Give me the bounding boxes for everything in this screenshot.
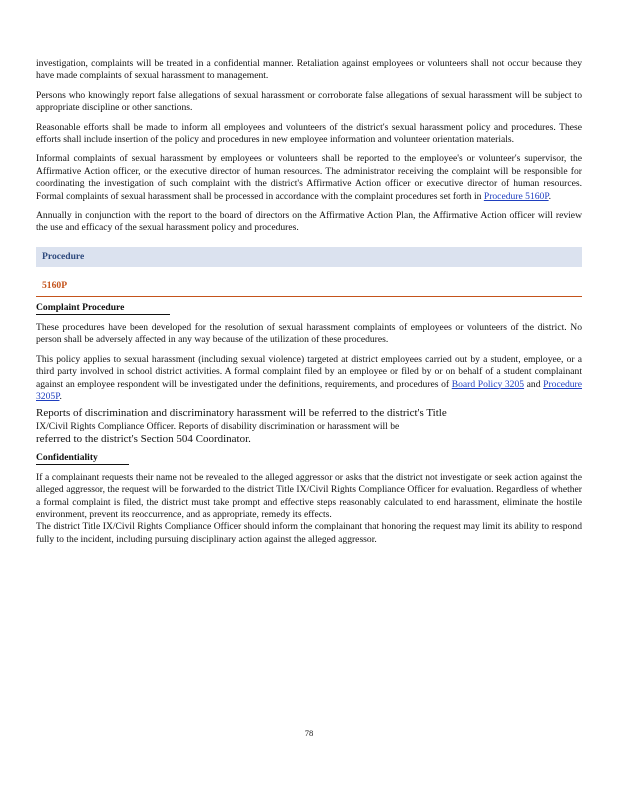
- confidentiality-heading: Confidentiality: [36, 452, 129, 465]
- paragraph-informal-complaints: [36, 153, 582, 203]
- referral-line-1: Reports of discrimination and discriminatory harassment will be referred to the district's Title: [36, 407, 447, 420]
- procedure-section-bar: Procedure: [36, 247, 582, 267]
- referral-line-3: referred to the district's Section 504 Coordinator.: [36, 433, 251, 446]
- paragraph-procedures-developed: These procedures have been developed for the resolution of sexual harassment complaints of employees or volunteers of the district. No person shall be adversely affected in any way because of the utilization of these procedures.: [36, 321, 582, 346]
- informal-complaints-text: Informal complaints of sexual harassment by employees or volunteers shall be reported to the employee's or volunteer's supervisor, the Affirmative Action officer, or the executive director of human resources. The administrator receiving the complaint will be responsible for coordinating the investigation of such complaint with the district's Affirmative Action officer or executive director of human resources. Formal complaints of sexual harassment shall be processed in accordance with the complaint procedures set forth in: [36, 153, 582, 202]
- section-divider: [36, 296, 582, 297]
- paragraph-policy-applies: [36, 354, 582, 404]
- period: .: [548, 190, 552, 202]
- procedure-3205p-link[interactable]: Procedure 3205P: [36, 378, 583, 402]
- procedure-5160p-link[interactable]: Procedure 5160P: [483, 190, 549, 202]
- paragraph-false-allegations: Persons who knowingly report false allegations of sexual harassment or corroborate false allegations of sexual harassment will be subject to appropriate discipline or other sanctions.: [36, 89, 582, 114]
- period: .: [59, 390, 62, 402]
- document-page: [36, 58, 582, 546]
- board-policy-3205-link[interactable]: Board Policy 3205: [451, 378, 525, 390]
- paragraph-annual-review: Annually in conjunction with the report to the board of directors on the Affirmative Action Plan, the Affirmative Action officer will review the use and efficacy of the sexual harassment policy and procedures.: [36, 210, 582, 234]
- complaint-procedure-heading: Complaint Procedure: [36, 302, 170, 315]
- paragraph-reasonable-efforts: Reasonable efforts shall be made to inform all employees and volunteers of the district's sexual harassment policy and procedures. These efforts shall include insertion of the policy and procedures in new employee information and volunteer orientation materials.: [36, 121, 582, 146]
- and-text: and: [526, 378, 541, 390]
- page-number: 78: [304, 728, 314, 738]
- referral-line-2: IX/Civil Rights Compliance Officer. Reports of disability discrimination or harassment will be: [36, 420, 400, 432]
- procedure-code-heading: 5160P: [42, 279, 68, 291]
- paragraph-compliance-officer-inform: The district Title IX/Civil Rights Compliance Officer should inform the complainant that honoring the request may limit its ability to respond fully to the incident, including pursuing disciplinary action against the alleged aggressor.: [36, 521, 582, 545]
- policy-applies-text: This policy applies to sexual harassment (including sexual violence) targeted at district employees carried out by a student, employee, or a third party involved in school district activities. A formal complaint filed by an employee or filed by or on behalf of a student complainant against an employee respondent will be investigated under the definitions, requirements, and procedures of: [36, 353, 582, 390]
- paragraph-complainant-request: If a complainant requests their name not be revealed to the alleged aggressor or asks that the district not investigate or seek action against the alleged aggressor, the request will be forwarded to the district Title IX/Civil Rights Compliance Officer for evaluation. Regardless of whether a formal complaint is filed, the district must take prompt and effective steps reasonably calculated to end harassment, eliminate the hostile environment, prevent its reoccurrence, and as appropriate, remedy its effects.: [36, 471, 582, 520]
- paragraph-confidential-investigation: investigation, complaints will be treated in a confidential manner. Retaliation against employees or volunteers shall not occur because they have made complaints of sexual harassment to management.: [36, 58, 582, 82]
